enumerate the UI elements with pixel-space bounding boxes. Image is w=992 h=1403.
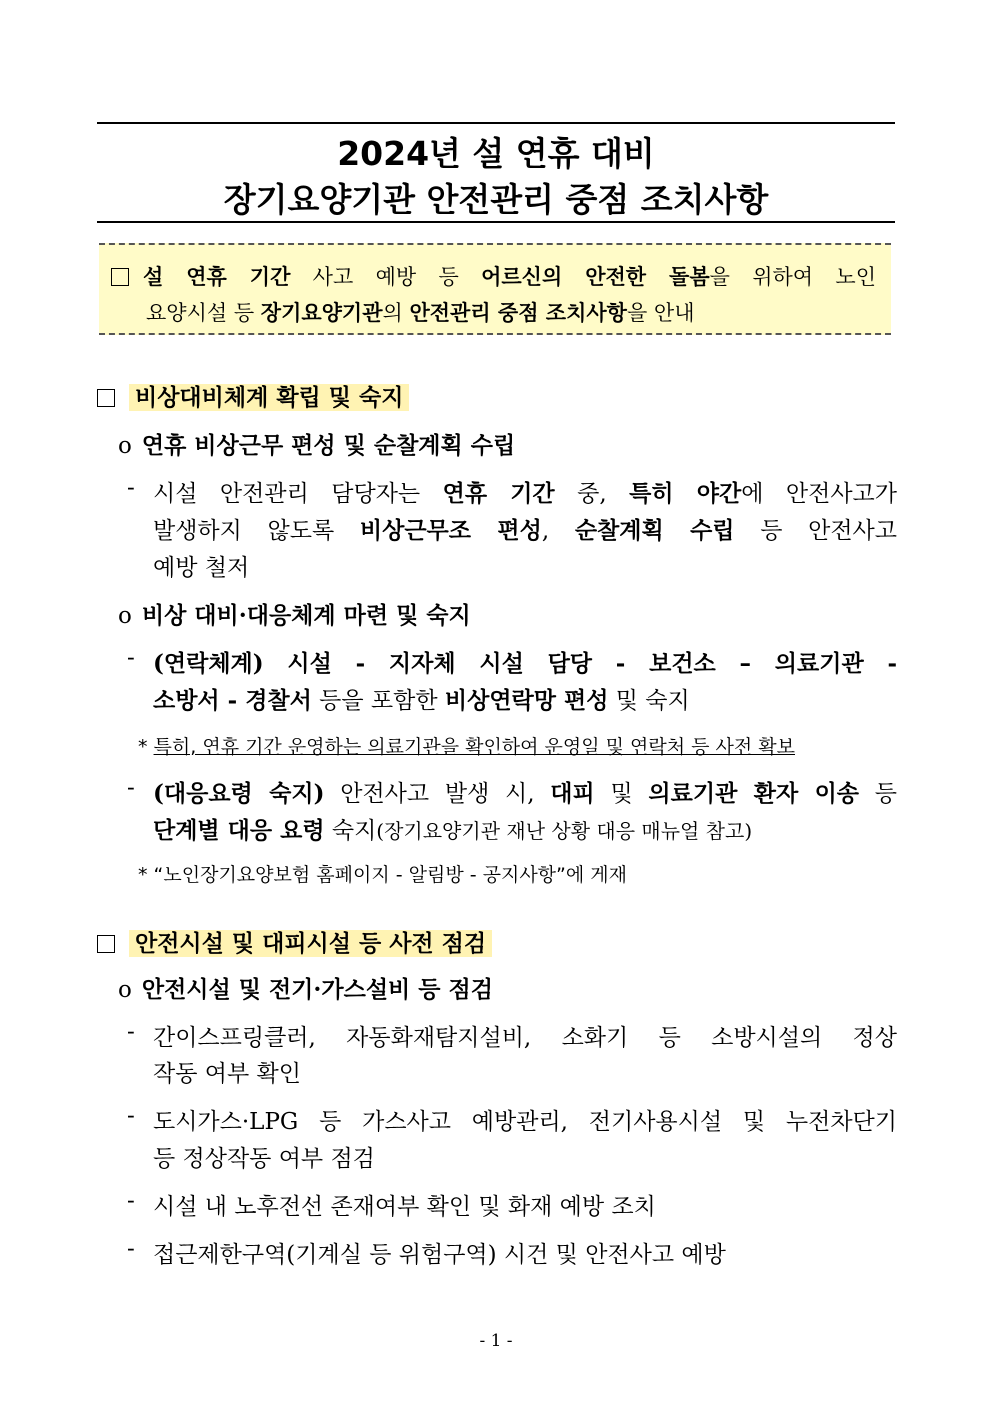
subsection-title: 비상 대비·대응체계 마련 및 숙지 [141, 602, 471, 629]
dash-marker: - [127, 775, 135, 801]
subsection-title: 연휴 비상근무 편성 및 순찰계획 수립 [141, 432, 516, 459]
list-item-line: 접근제한구역(기계실 등 위험구역) 시건 및 안전사고 예방 [153, 1242, 726, 1268]
item-text: 등 [859, 781, 897, 807]
summary-emphasis: 안전관리 중점 조치사항 [409, 300, 627, 325]
summary-text: 을 위하여 노인 [709, 265, 876, 289]
page-number: - 1 - [479, 1331, 513, 1351]
list-item [127, 1019, 135, 1045]
list-item-line [153, 682, 690, 715]
item-emphasis: 대피 [550, 780, 595, 807]
list-item-line [153, 775, 897, 808]
checkbox-square-icon [111, 268, 129, 286]
list-item-line [153, 475, 897, 508]
title-top-rule [97, 122, 895, 124]
item-emphasis: 비상연락망 편성 [444, 687, 609, 714]
summary-emphasis: 장기요양기관 [260, 300, 383, 325]
list-item-line: (연락체계) 시설 - 지자체 시설 담당 - 보건소 – 의료기관 - [153, 650, 897, 677]
item-text: 안전사고 발생 시, [324, 781, 551, 807]
summary-emphasis: 설 연휴 기간 [143, 264, 291, 289]
dash-marker: - [127, 645, 135, 671]
footnote [138, 732, 795, 759]
item-text: 및 숙지 [608, 688, 690, 714]
title-bottom-rule [97, 221, 895, 223]
item-text: , [541, 518, 575, 544]
item-text: 및 [594, 781, 649, 807]
list-item-line: 시설 내 노후전선 존재여부 확인 및 화재 예방 조치 [153, 1194, 656, 1220]
subsection-heading [118, 597, 471, 630]
list-item-line: 예방 철저 [153, 555, 250, 581]
item-emphasis: 연휴 기간 [442, 480, 555, 507]
item-emphasis: (대응요령 숙지) [153, 780, 325, 807]
list-item-line [153, 512, 897, 545]
item-text: 등을 포함한 [311, 688, 445, 714]
section-heading-text: 비상대비체계 확립 및 숙지 [129, 384, 409, 411]
list-item-line: 작동 여부 확인 [153, 1061, 301, 1087]
summary-line-2 [146, 297, 695, 327]
document-title-line1: 2024년 설 연휴 대비 [337, 134, 655, 173]
dash-marker: - [127, 1236, 135, 1262]
list-item [127, 645, 135, 671]
summary-text: 사고 예방 등 [290, 265, 482, 289]
summary-box [99, 243, 891, 335]
list-item-line: 도시가스·LPG 등 가스사고 예방관리, 전기사용시설 및 누전차단기 [153, 1109, 897, 1135]
item-emphasis: 순찰계획 수립 [574, 517, 735, 544]
bullet-o: o [118, 433, 132, 459]
item-emphasis: 단계별 대응 요령 [153, 817, 325, 844]
asterisk-marker: * [138, 736, 148, 758]
item-text: 숙지 [324, 818, 377, 844]
asterisk-marker: * [138, 864, 148, 886]
item-text: 등 안전사고 [734, 518, 897, 544]
footnote-text: 특히, 연휴 기간 운영하는 의료기관을 확인하여 운영일 및 연락처 등 사전 확보 [153, 736, 795, 758]
section-heading-1 [97, 379, 409, 412]
dash-marker: - [127, 475, 135, 501]
section-heading-2 [97, 925, 492, 958]
section-heading-text: 안전시설 및 대피시설 등 사전 점검 [129, 930, 492, 957]
list-item [127, 1103, 135, 1129]
item-text: 시설 안전관리 담당자는 [153, 481, 443, 507]
item-emphasis: 비상근무조 편성 [359, 517, 542, 544]
list-item-line: 등 정상작동 여부 점검 [153, 1146, 375, 1172]
dash-marker: - [127, 1019, 135, 1045]
document-title-line2: 장기요양기관 안전관리 중점 조치사항 [223, 180, 769, 219]
summary-text: 요양시설 등 [146, 301, 261, 325]
list-item [127, 1236, 135, 1262]
item-emphasis: 특히 야간 [629, 480, 742, 507]
subsection-heading [118, 427, 515, 460]
list-item [127, 1188, 135, 1214]
dash-marker: - [127, 1103, 135, 1129]
summary-text: 을 안내 [626, 301, 695, 325]
summary-text: 의 [382, 301, 410, 325]
bullet-o: o [118, 977, 132, 1003]
list-item-line: 간이스프링클러, 자동화재탐지설비, 소화기 등 소방시설의 정상 [153, 1025, 897, 1051]
bullet-o: o [118, 603, 132, 629]
summary-line-1 [111, 261, 876, 291]
item-text: 발생하지 않도록 [153, 518, 360, 544]
item-reference: (장기요양기관 재난 상황 대응 매뉴얼 참고) [376, 819, 753, 843]
item-text: 에 안전사고가 [741, 481, 897, 507]
subsection-title: 안전시설 및 전기·가스설비 등 점검 [141, 976, 493, 1003]
summary-emphasis: 어르신의 안전한 돌봄 [481, 264, 710, 289]
list-item-line [153, 812, 752, 845]
footnote [138, 860, 627, 887]
list-item [127, 475, 135, 501]
list-item [127, 775, 135, 801]
item-emphasis: 의료기관 환자 이송 [648, 780, 860, 807]
subsection-heading [118, 971, 493, 1004]
dash-marker: - [127, 1188, 135, 1214]
item-emphasis: 소방서 - 경찰서 [153, 687, 312, 714]
checkbox-square-icon [97, 389, 115, 407]
item-text: 중, [554, 481, 630, 507]
footnote-text: “노인장기요양보험 홈페이지 - 알림방 - 공지사항”에 게재 [153, 864, 627, 886]
checkbox-square-icon [97, 935, 115, 953]
